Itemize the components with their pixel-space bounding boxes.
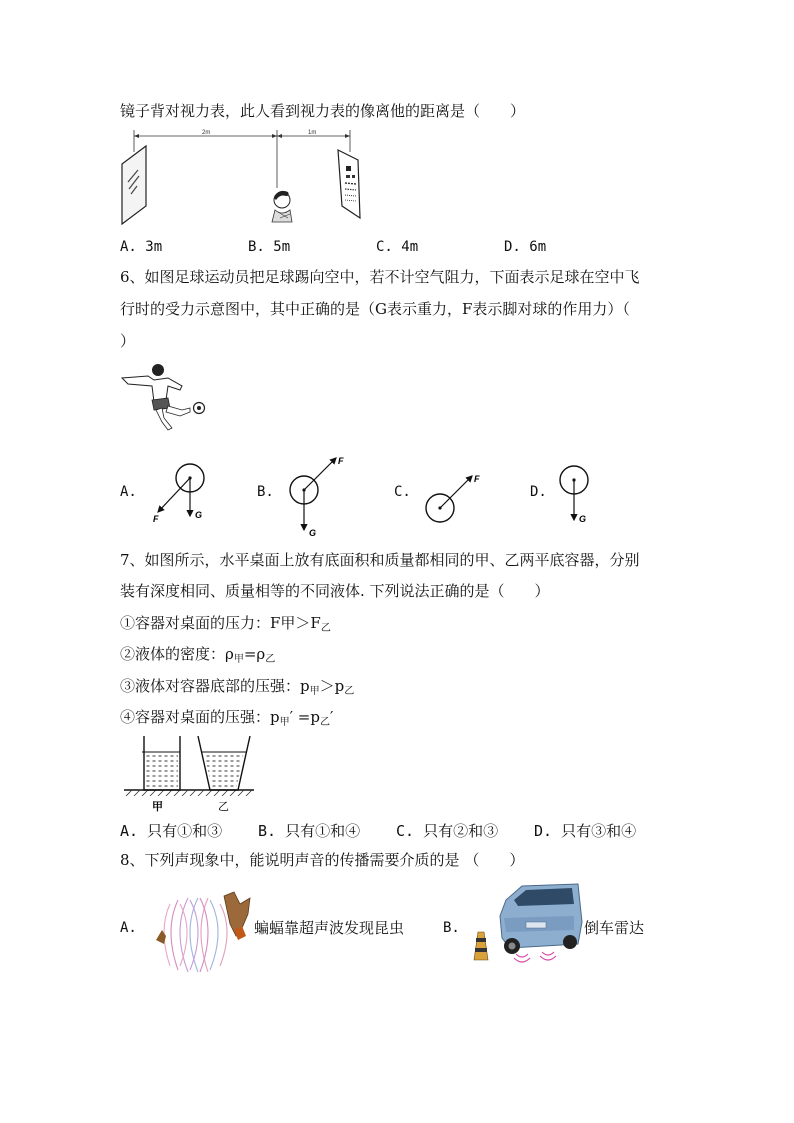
force-label-g: G [309,528,317,538]
q8-option-b[interactable]: B. [443,920,460,936]
force-label-g: G [195,510,203,520]
force-diagram-b [280,452,350,540]
q5-option-b[interactable]: B. 5m [248,239,291,255]
q6-stem-line1: 6、如图足球运动员把足球踢向空中，若不计空气阻力，下面表示足球在空中飞 [120,268,640,286]
q7-statement-4: ④容器对桌面的压强：$p_甲' =p_乙'$ [120,708,334,728]
container-yi-label: 乙 [218,801,229,813]
bat-ultrasound-image [150,890,260,976]
force-label-g: G [579,514,587,524]
containers-figure [122,734,262,814]
q7-option-b[interactable]: B. 只有①和④ [258,822,361,840]
q8-option-b-text: 倒车雷达 [584,919,645,937]
q5-stem: 镜子背对视力表，此人看到视力表的像离他的距离是（ ） [120,102,526,120]
q8-option-a[interactable]: A. [120,920,137,936]
distance-1m-label: 1m [308,130,317,136]
q7-statement-1: ①容器对桌面的压力：F甲$>F_乙$ [120,614,331,634]
reversing-radar-image [470,882,584,968]
q7-statement-2: ②液体的密度：$\rho_甲=\rho_乙$ [120,645,276,665]
q6-option-d[interactable]: D. [530,484,547,500]
q8-option-a-text: 蝙蝠靠超声波发现昆虫 [254,919,405,937]
q7-stem-line2: 装有深度相同、质量相等的不同液体. 下列说法正确的是（ ） [120,582,550,600]
q6-stem-line3: ） [120,332,136,350]
force-diagram-a [148,458,218,528]
q7-option-d[interactable]: D. 只有③和④ [534,822,637,840]
soccer-player-figure [118,360,213,436]
distance-2m-label: 2m [202,130,211,136]
container-jia-label: 甲 [152,801,163,813]
q6-option-c[interactable]: C. [394,484,411,500]
force-label-f: F [338,456,344,466]
q5-option-c[interactable]: C. 4m [376,239,419,255]
q6-stem-line2: 行时的受力示意图中，其中正确的是（G表示重力，F表示脚对球的作用力）（ [120,300,630,318]
q8-stem: 8、下列声现象中，能说明声音的传播需要介质的是 （ ） [120,851,525,869]
q5-option-a[interactable]: A. 3m [120,239,163,255]
q6-option-b[interactable]: B. [257,484,274,500]
force-diagram-c [420,470,490,526]
force-label-f: F [153,514,159,524]
q7-stem-line1: 7、如图所示，水平桌面上放有底面积和质量都相同的甲、乙两平底容器，分别 [120,551,640,569]
force-diagram-d [556,462,596,526]
q7-option-a[interactable]: A. 只有①和③ [120,822,223,840]
mirror-eye-chart-figure [112,126,372,232]
force-label-f: F [474,474,480,484]
q6-option-a[interactable]: A. [120,484,137,500]
q5-option-d[interactable]: D. 6m [504,239,547,255]
q7-option-c[interactable]: C. 只有②和③ [396,822,499,840]
q7-statement-3: ③液体对容器底部的压强：$p_甲>p_乙$ [120,677,355,697]
